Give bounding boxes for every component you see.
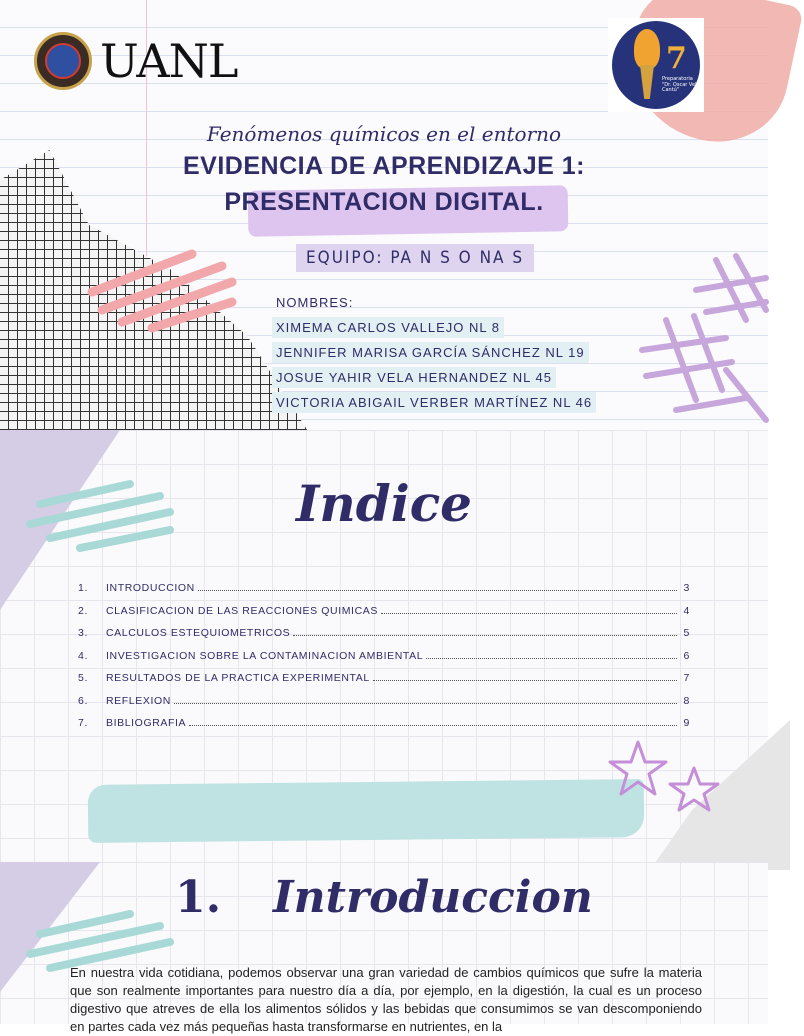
- toc-label: RESULTADOS DE LA PRACTICA EXPERIMENTAL: [106, 672, 370, 684]
- toc-row[interactable]: 4. INVESTIGACION SOBRE LA CONTAMINACION AMBIENTAL 6: [78, 649, 690, 662]
- toc-page: 8: [683, 694, 690, 707]
- cover-slide: [0, 0, 768, 430]
- uanl-seal-icon: [34, 32, 92, 90]
- section-number: 1.: [175, 872, 222, 923]
- introduction-slide: [0, 862, 768, 1034]
- torch-emblem-icon: 7 Preparatoria "Dr. Oscar Vela Cantú": [612, 21, 700, 109]
- toc-page: 9: [683, 717, 690, 729]
- toc-label: CLASIFICACION DE LAS REACCIONES QUIMICAS: [106, 604, 378, 617]
- names-label: NOMBRES:: [276, 295, 354, 310]
- list-item: JOSUE YAHIR VELA HERNANDEZ NL 45: [272, 367, 556, 388]
- list-item: VICTORIA ABIGAIL VERBER MARTÍNEZ NL 46: [272, 392, 596, 413]
- toc-label: BIBLIOGRAFIA: [106, 717, 187, 729]
- toc-label: INVESTIGACION SOBRE LA CONTAMINACION AMBIENTAL: [106, 649, 424, 662]
- toc-label: REFLEXION: [106, 694, 171, 707]
- toc-page: 4: [683, 604, 690, 617]
- toc-page: 5: [683, 627, 690, 639]
- toc-leader: [426, 658, 677, 659]
- pink-scribble-icon: [82, 248, 242, 332]
- table-of-contents: [78, 582, 690, 740]
- purple-hash-scribble-icon: [636, 250, 768, 430]
- names-list: [272, 292, 596, 417]
- list-item: JENNIFER MARISA GARCÍA SÁNCHEZ NL 19: [272, 342, 589, 363]
- index-slide: [0, 430, 768, 862]
- toc-row[interactable]: 6. REFLEXION 8: [78, 694, 690, 707]
- list-item: XIMEMA CARLOS VALLEJO NL 8: [272, 317, 504, 338]
- toc-leader: [373, 680, 677, 681]
- toc-leader: [293, 635, 677, 636]
- toc-label: INTRODUCCION: [106, 582, 195, 594]
- toc-leader: [174, 703, 677, 704]
- toc-row[interactable]: 2. CLASIFICACION DE LAS REACCIONES QUIMICAS 4: [78, 604, 690, 617]
- title-line-1: EVIDENCIA DE APRENDIZAJE 1:: [183, 152, 585, 180]
- uanl-logo-text: UANL: [100, 34, 238, 88]
- toc-label: CALCULOS ESTEQUIOMETRICOS: [106, 627, 291, 639]
- toc-leader: [381, 613, 677, 614]
- toc-row[interactable]: 5. RESULTADOS DE LA PRACTICA EXPERIMENTAL 7: [78, 672, 690, 684]
- teal-brush-stroke: [88, 779, 645, 843]
- toc-page: 6: [683, 649, 690, 662]
- section-title: [0, 872, 768, 923]
- title-line-2: PRESENTACION DIGITAL.: [224, 188, 544, 216]
- toc-leader: [198, 590, 677, 591]
- index-title: Indice: [296, 474, 472, 533]
- toc-row[interactable]: 1. INTRODUCCION 3: [78, 582, 690, 594]
- prepa-7-logo: [608, 18, 704, 112]
- uanl-logo: [34, 32, 237, 90]
- toc-page: 7: [683, 672, 690, 684]
- toc-leader: [189, 725, 677, 726]
- toc-page: 3: [683, 582, 690, 594]
- team-label: EQUIPO: PA N S O NA S: [296, 244, 534, 272]
- section-title-text: Introduccion: [273, 872, 593, 923]
- body-paragraph: En nuestra vida cotidiana, podemos observar una gran variedad de cambios químicos que sufre la materia que son realmente importantes para nuestro día a día, por ejemplo, en la digestión, la cual es un proceso digestivo que atreves de ella los alimentos sólidos y las bebidas que consumimos se van descomponiendo en partes cada vez más pequeñas hasta transformarse en nutrientes, en la: [70, 965, 702, 1034]
- star-doodles-icon: [608, 738, 728, 828]
- toc-row[interactable]: 7. BIBLIOGRAFIA 9: [78, 717, 690, 729]
- subtitle: Fenómenos químicos en el entorno: [206, 122, 562, 146]
- toc-row[interactable]: 3. CALCULOS ESTEQUIOMETRICOS 5: [78, 627, 690, 639]
